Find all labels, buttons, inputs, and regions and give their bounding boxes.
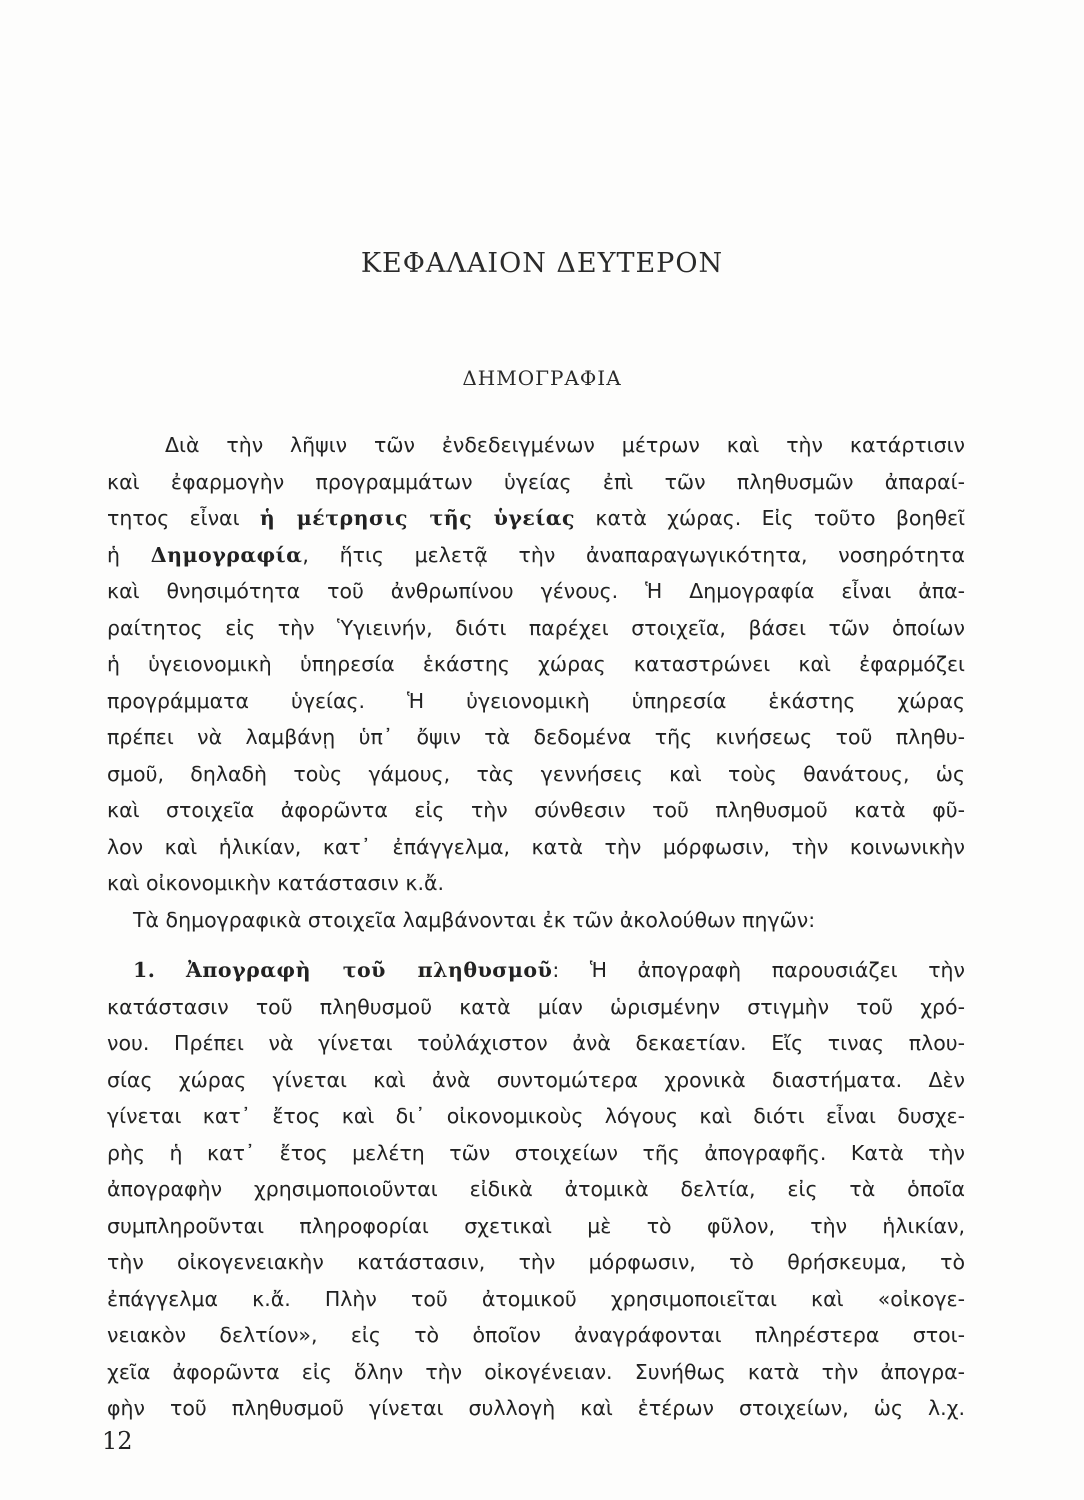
paragraph-sources <box>107 902 965 939</box>
text-line: κατάστασιν τοῦ πληθυσμοῦ κατὰ μίαν ὡρισμένην στιγμὴν τοῦ χρό- <box>107 994 965 1019</box>
emphasis-demography: Δημογραφία <box>150 542 303 567</box>
body-text <box>107 427 965 1427</box>
text-line: συμπληροῦνται πληροφορίαι σχετικαὶ μὲ τὸ φῦλον, τὴν ἡλικίαν, <box>107 1213 965 1238</box>
text-line: σίας χώρας γίνεται καὶ ἀνὰ συντομώτερα χρονικὰ διαστήματα. Δὲν <box>107 1067 965 1092</box>
emphasis-measurement-of-health: ἡ μέτρησις τῆς ὑγείας <box>259 506 576 530</box>
list-number: 1. <box>133 958 156 982</box>
text-line: καὶ θνησιμότητα τοῦ ἀνθρωπίνου γένους. Ἡ Δημογραφία εἶναι ἀπα- <box>107 579 965 603</box>
text-line: καὶ στοιχεῖα ἀφορῶντα εἰς τὴν σύνθεσιν τοῦ πληθυσμοῦ κατὰ φῦ- <box>107 798 965 822</box>
text-line: Διὰ τὴν λῆψιν τῶν ἐνδεδειγμένων μέτρων καὶ τὴν κατάρτισιν <box>165 433 965 457</box>
paragraph-census <box>107 952 965 1427</box>
text-fragment: , ἥτις μελετᾷ τὴν ἀναπαραγωγικότητα, νοσηρότητα <box>302 542 965 567</box>
text-line: ἡ ὑγειονομικὴ ὑπηρεσία ἑκάστης χώρας καταστρώνει καὶ ἐφαρμόζει <box>107 652 965 676</box>
text-line: καὶ ἐφαρμογὴν προγραμμάτων ὑγείας ἐπὶ τῶν πληθυσμῶν ἀπαραί- <box>107 469 965 494</box>
section-title: ΔΗΜΟΓΡΑΦΙΑ <box>462 366 622 390</box>
text-line: γίνεται κατ᾽ ἔτος καὶ δι᾽ οἰκονομικοὺς λόγους καὶ διότι εἶναι δυσχε- <box>107 1104 965 1128</box>
page-number: 12 <box>102 1427 133 1455</box>
text-line: ἀπογραφὴν χρησιμοποιοῦνται εἰδικὰ ἀτομικὰ δελτία, εἰς τὰ ὁποῖα <box>107 1177 965 1201</box>
paragraph-intro <box>107 427 965 902</box>
census-heading: Ἀπογραφὴ τοῦ πληθυσμοῦ <box>186 958 553 982</box>
text-line <box>107 537 965 574</box>
text-line: νου. Πρέπει νὰ γίνεται τοὐλάχιστον ἀνὰ δεκαετίαν. Εἴς τινας πλου- <box>107 1031 965 1055</box>
text-line: προγράμματα ὑγείας. Ἡ ὑγειονομικὴ ὑπηρεσία ἑκάστης χώρας <box>107 688 965 713</box>
text-fragment: τητος εἶναι <box>107 506 260 530</box>
text-line: λον καὶ ἡλικίαν, κατ᾽ ἐπάγγελμα, κατὰ τὴν μόρφωσιν, τὴν κοινωνικὴν <box>107 834 965 859</box>
text-line: καὶ οἰκονομικὴν κατάστασιν κ.ἄ. <box>107 871 444 895</box>
text-line <box>107 500 965 537</box>
text-fragment: : Ἡ ἀπογραφὴ παρουσιάζει τὴν <box>552 958 965 982</box>
text-line: σμοῦ, δηλαδὴ τοὺς γάμους, τὰς γεννήσεις καὶ τοὺς θανάτους, ὡς <box>107 761 965 786</box>
text-line: Τὰ δημογραφικὰ στοιχεῖα λαμβάνονται ἐκ τῶν ἀκολούθων πηγῶν: <box>133 907 816 932</box>
text-line: νειακὸν δελτίον», εἰς τὸ ὁποῖον ἀναγράφονται πληρέστερα στοι- <box>107 1323 965 1347</box>
text-line: ραίτητος εἰς τὴν Ὑγιεινήν, διότι παρέχει στοιχεῖα, βάσει τῶν ὁποίων <box>107 615 965 640</box>
text-line: ρὴς ἡ κατ᾽ ἔτος μελέτη τῶν στοιχείων τῆς ἀπογραφῆς. Κατὰ τὴν <box>107 1140 965 1165</box>
paragraph-gap <box>107 938 965 952</box>
text-line: χεῖα ἀφορῶντα εἰς ὅλην τὴν οἰκογένειαν. Συνήθως κατὰ τὴν ἀπογρα- <box>107 1359 965 1384</box>
text-line: φὴν τοῦ πληθυσμοῦ γίνεται συλλογὴ καὶ ἑτέρων στοιχείων, ὡς λ.χ. <box>107 1396 965 1420</box>
text-fragment: κατὰ χώρας. Εἰς τοῦτο βοηθεῖ <box>575 506 966 530</box>
chapter-title: ΚΕΦΑΛΑΙΟΝ ΔΕΥΤΕΡΟΝ <box>360 248 724 279</box>
text-line: τὴν οἰκογενειακὴν κατάστασιν, τὴν μόρφωσιν, τὸ θρήσκευμα, τὸ <box>107 1250 965 1274</box>
text-line <box>107 952 965 989</box>
text-fragment: ἡ <box>107 542 151 567</box>
text-line: ἐπάγγελμα κ.ἄ. Πλὴν τοῦ ἀτομικοῦ χρησιμοποιεῖται καὶ «οἰκογε- <box>107 1286 965 1311</box>
text-line: πρέπει νὰ λαμβάνῃ ὑπ᾽ ὄψιν τὰ δεδομένα τῆς κινήσεως τοῦ πληθυ- <box>107 725 965 749</box>
